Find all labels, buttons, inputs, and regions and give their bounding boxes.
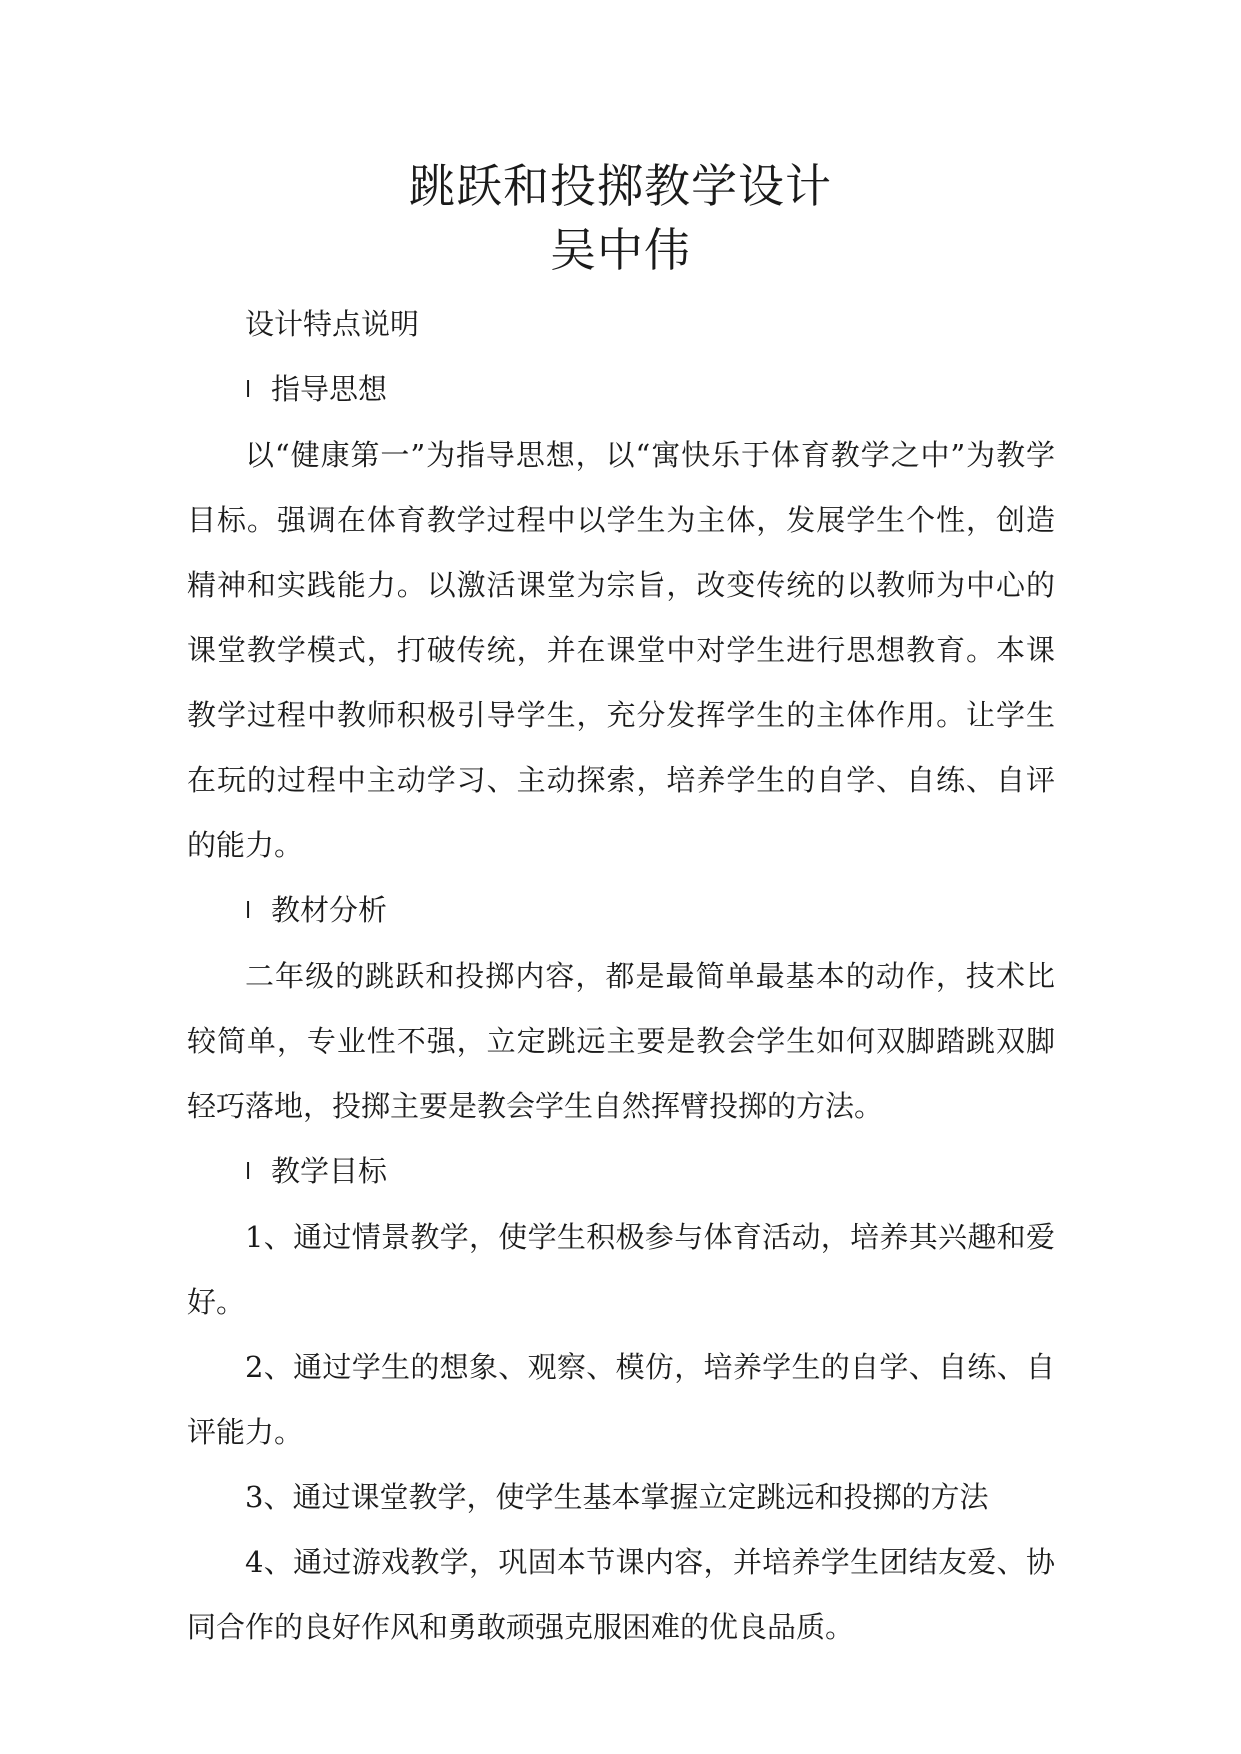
material-analysis-heading xyxy=(187,878,1055,944)
teaching-goals-heading xyxy=(187,1139,1055,1205)
guiding-thought-heading xyxy=(187,357,1055,423)
teaching-goal-item: 3、通过课堂教学，使学生基本掌握立定跳远和投掷的方法 xyxy=(245,1480,989,1514)
teaching-goals-heading-label: 教学目标 xyxy=(271,1154,388,1188)
material-analysis-paragraph: 二年级的跳跃和投掷内容，都是最简单最基本的动作，技术比较简单，专业性不强，立定跳远主要是教会学生如何双脚踏跳双脚轻巧落地，投掷主要是教会学生自然挥臂投掷的方法。 xyxy=(187,959,1055,1123)
bullet-icon: l xyxy=(245,899,252,924)
guiding-thought-heading-label: 指导思想 xyxy=(271,372,388,406)
document-author: 吴中伟 xyxy=(550,223,691,277)
teaching-goal-item: 2、通过学生的想象、观察、模仿，培养学生的自学、自练、自评能力。 xyxy=(187,1350,1055,1449)
material-analysis-heading-label: 教材分析 xyxy=(271,893,388,927)
teaching-goal-item: 1、通过情景教学，使学生积极参与体育活动，培养其兴趣和爱好。 xyxy=(187,1220,1055,1319)
document-body xyxy=(187,292,1055,1660)
guiding-thought-paragraph: 以“健康第一”为指导思想，以“寓快乐于体育教学之中”为教学目标。强调在体育教学过程中以学生为主体，发展学生个性，创造精神和实践能力。以激活课堂为宗旨，改变传统的以教师为中心的课堂教学模式，打破传统，并在课堂中对学生进行思想教育。本课教学过程中教师积极引导学生，充分发挥学生的主体作用。让学生在玩的过程中主动学习、主动探索，培养学生的自学、自练、自评的能力。 xyxy=(187,438,1055,862)
bullet-icon: l xyxy=(245,378,252,403)
design-features-heading: 设计特点说明 xyxy=(245,307,420,341)
document-title: 跳跃和投掷教学设计 xyxy=(409,159,832,213)
bullet-icon: l xyxy=(245,1160,252,1185)
teaching-goal-item: 4、通过游戏教学，巩固本节课内容，并培养学生团结友爱、协同合作的良好作风和勇敢顽强克服困难的优良品质。 xyxy=(187,1545,1055,1644)
